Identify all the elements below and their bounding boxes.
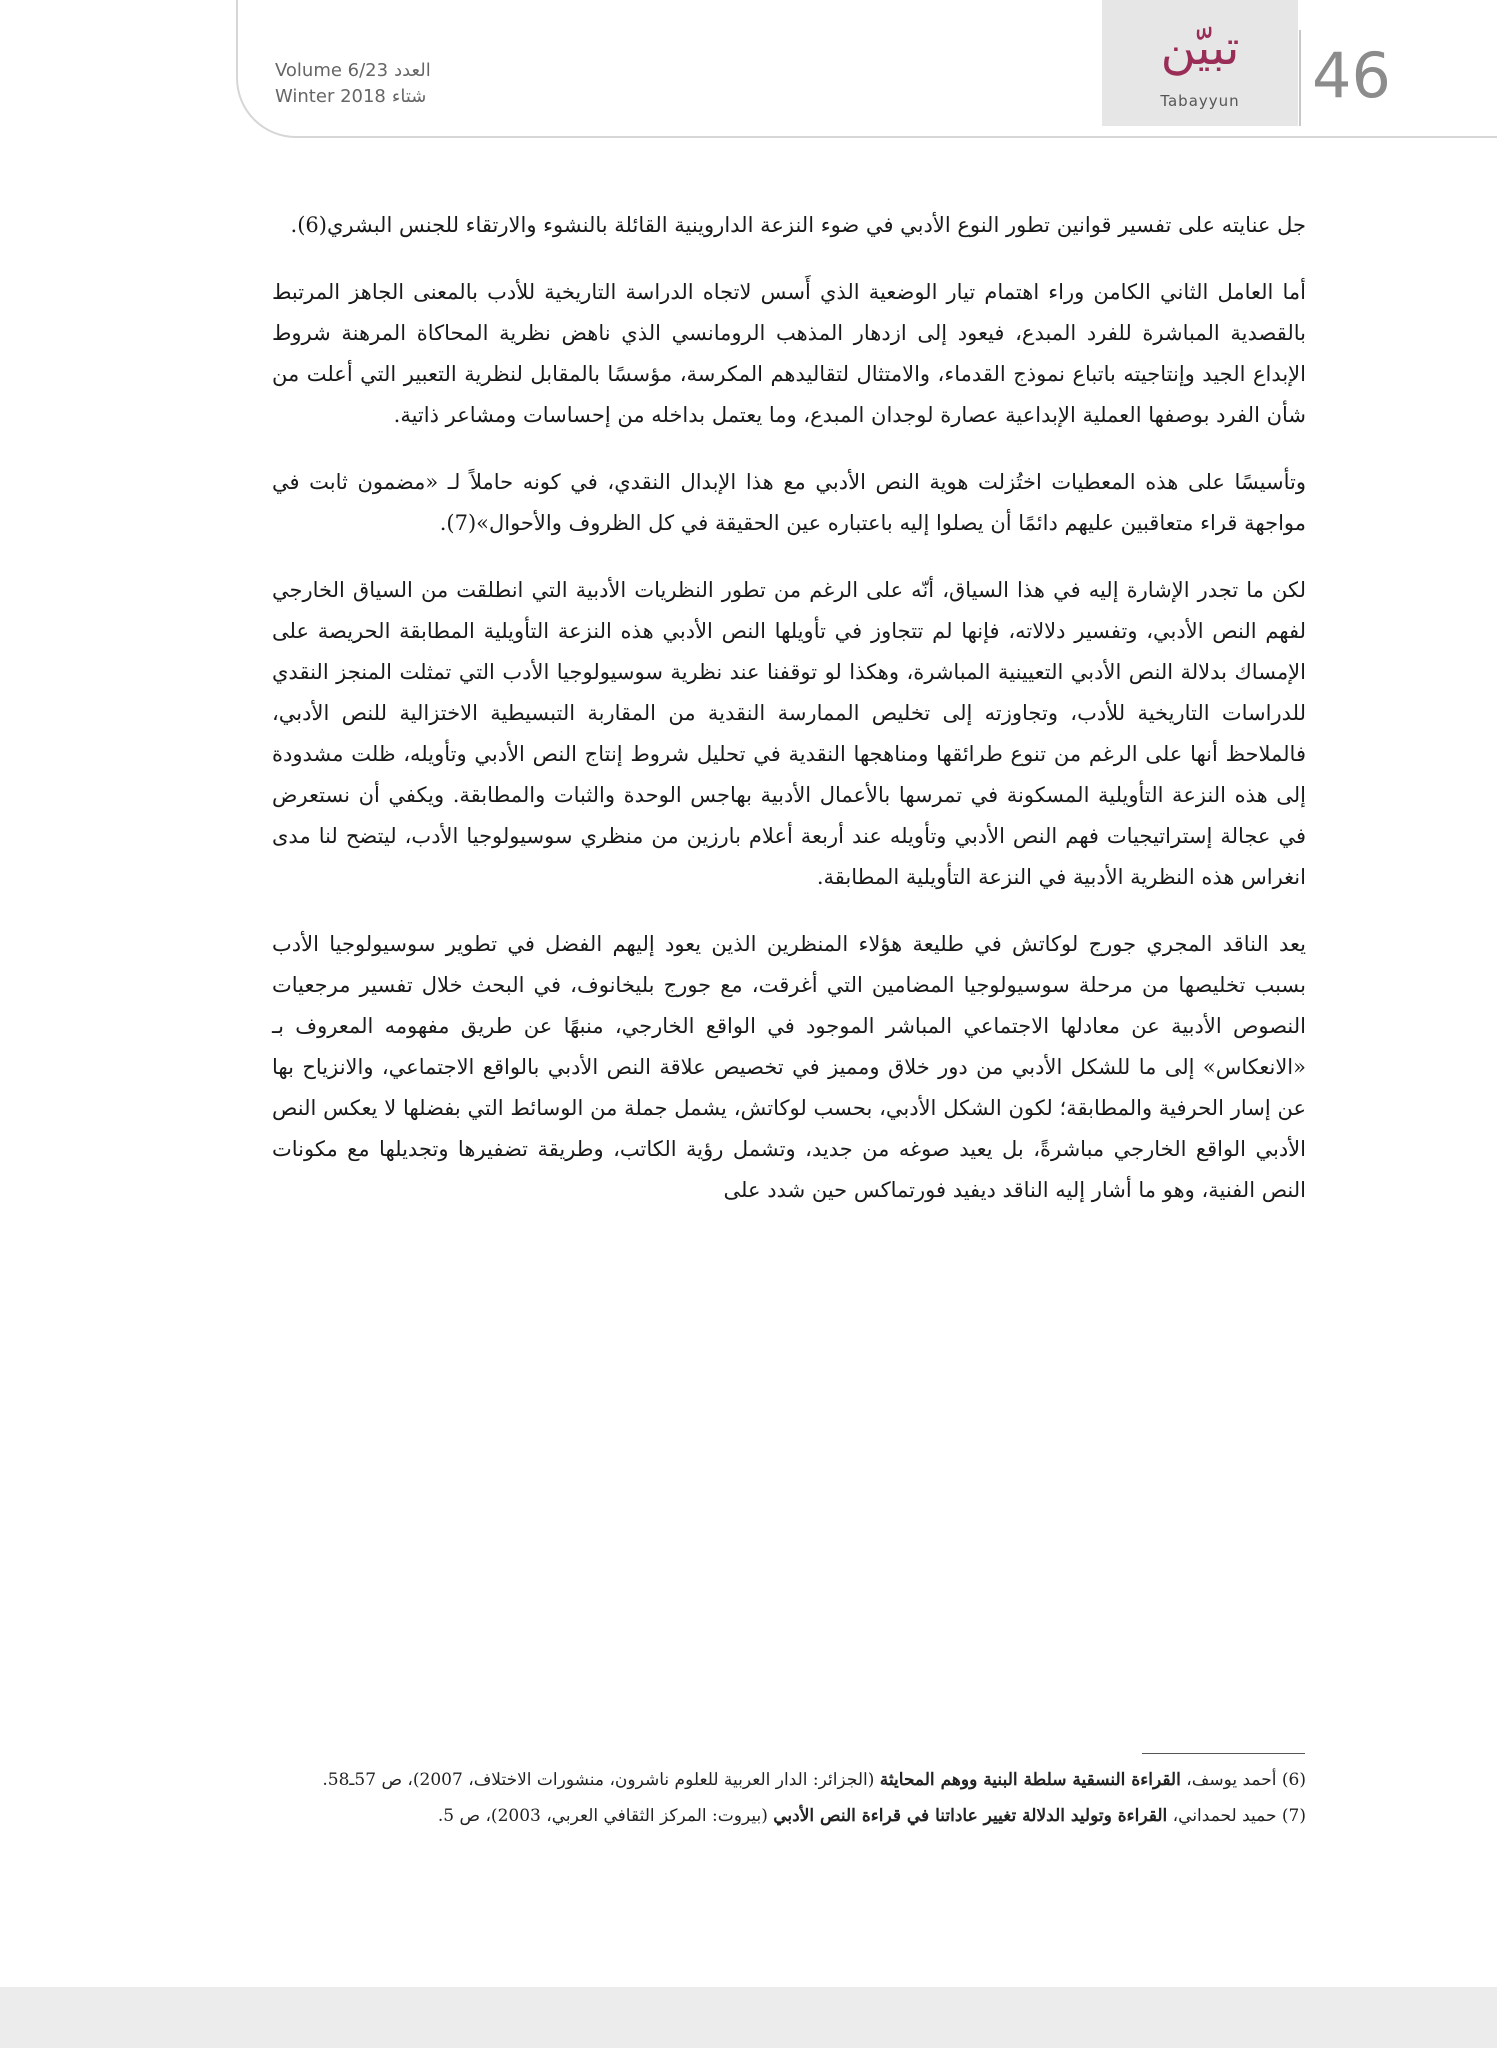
paragraph: يعد الناقد المجري جورج لوكاتش في طليعة هؤلاء المنظرين الذين يعود إليهم الفضل في تطوير سوسيولوجيا الأدب بسبب تخليصها من مرحلة سوسيولوجيا المضامين التي أغرقت، مع جورج بليخانوف، في البحث خلال تفسير مرجعيات النصوص الأدبية عن معادلها الاجتماعي المباشر الموجود في الواقع الخارجي، منبهًا عن طريق مفهومه المعروف بـ «الانعكاس» إلى ما للشكل الأدبي من دور خلاق ومميز في تخصيص علاقة النص الأدبي بالواقع الاجتماعي، والانزياح بها عن إسار الحرفية والمطابقة؛ لكون الشكل الأدبي، بحسب لوكاتش، يشمل جملة من الوسائط التي بفضلها لا يعكس النص الأدبي الواقع الخارجي مباشرةً، بل يعيد صوغه من جديد، وتشمل رؤية الكاتب، وطريقة تضفيرها وتجديلها مع مكونات النص الفنية، وهو ما أشار إليه الناقد ديفيد فورتماكس حين شدد على: [272, 932, 1306, 1202]
page-bottom-band: [0, 1987, 1497, 2048]
footnote: [272, 1762, 1306, 1798]
footnote-author: حميد لحمداني،: [1172, 1806, 1277, 1826]
footnote-title: القراءة النسقية سلطة البنية ووهم المحايثة: [879, 1770, 1181, 1790]
issue-info: [275, 58, 475, 110]
page-number: 46: [1312, 39, 1391, 112]
volume-label-ar: العدد: [394, 60, 431, 81]
paragraph: أما العامل الثاني الكامن وراء اهتمام تيار الوضعية الذي أَسس لاتجاه الدراسة التاريخية للأدب بالمعنى الجاهز المرتبط بالقصدية المباشرة للفرد المبدع، فيعود إلى ازدهار المذهب الرومانسي الذي ناهض نظرية المحاكاة المرهنة شروط الإبداع الجيد وإنتاجيته باتباع نموذج القدماء، والامتثال لتقاليدهم المكرسة، مؤسسًا بالمقابل لنظرية التعبير التي أعلت من شأن الفرد بوصفها العملية الإبداعية عصارة لوجدان المبدع، وما يعتمل بداخله من إحساسات ومشاعر ذاتية.: [272, 280, 1306, 427]
journal-logo: [1102, 0, 1298, 126]
article-body: [272, 205, 1306, 1237]
footnotes: [272, 1762, 1306, 1834]
paragraph: وتأسيسًا على هذه المعطيات اختُزلت هوية النص الأدبي مع هذا الإبدال النقدي، في كونه حاملاً لـ «مضمون ثابت في مواجهة قراء متعاقبين عليهم دائمًا أن يصلوا إليه باعتباره عين الحقيقة في كل الظروف والأحوال»(7).: [272, 470, 1306, 535]
footnote-publication: (بيروت: المركز الثقافي العربي، 2003)، ص 5.: [437, 1806, 768, 1826]
footnote-number: (7): [1281, 1806, 1306, 1826]
season-label-en: Winter 2018: [275, 86, 386, 107]
logo-arabic-wordmark: تبيّن: [1160, 20, 1240, 76]
paragraph: لكن ما تجدر الإشارة إليه في هذا السياق، أنّه على الرغم من تطور النظريات الأدبية التي انطلقت من السياق الخارجي لفهم النص الأدبي، وتفسير دلالاته، فإنها لم تتجاوز في تأويلها النص الأدبي هذه النزعة التأويلية المطابقة الحريصة على الإمساك بدلالة النص الأدبي التعيينية المباشرة، وهكذا لو توقفنا عند نظرية سوسيولوجيا الأدب التي تمثلت المنجز النقدي للدراسات التاريخية للأدب، وتجاوزته إلى تخليص الممارسة النقدية من المقاربة التبسيطية الاختزالية للنص الأدبي، فالملاحظ أنها على الرغم من تنوع طرائقها ومناهجها النقدية في تحليل شروط إنتاج النص الأدبي وتأويله، ظلت مشدودة إلى هذه النزعة التأويلية المسكونة في تمرسها بالأعمال الأدبية بهاجس الوحدة والثبات والمطابقة. ويكفي أن نستعرض في عجالة إستراتيجيات فهم النص الأدبي وتأويله عند أربعة أعلام بارزين من منظري سوسيولوجيا الأدب، ليتضح لنا مدى انغراس هذه النظرية الأدبية في النزعة التأويلية المطابقة.: [272, 578, 1306, 889]
footnote: [272, 1798, 1306, 1834]
header-divider: [1299, 30, 1301, 126]
logo-latin-wordmark: Tabayyun: [1160, 92, 1240, 110]
paragraph: جل عنايته على تفسير قوانين تطور النوع الأدبي في ضوء النزعة الداروينية القائلة بالنشوء والارتقاء للجنس البشري(6).: [290, 213, 1306, 237]
footnote-number: (6): [1281, 1770, 1306, 1790]
footnote-separator: [1142, 1753, 1305, 1754]
volume-label-en: Volume 6/23: [275, 60, 389, 81]
season-label-ar: شتاء: [391, 86, 427, 107]
footnote-title: القراءة وتوليد الدلالة تغيير عاداتنا في قراءة النص الأدبي: [773, 1806, 1168, 1826]
footnote-author: أحمد يوسف،: [1186, 1770, 1277, 1790]
footnote-publication: (الجزائر: الدار العربية للعلوم ناشرون، منشورات الاختلاف، 2007)، ص 57ـ58.: [322, 1770, 875, 1790]
